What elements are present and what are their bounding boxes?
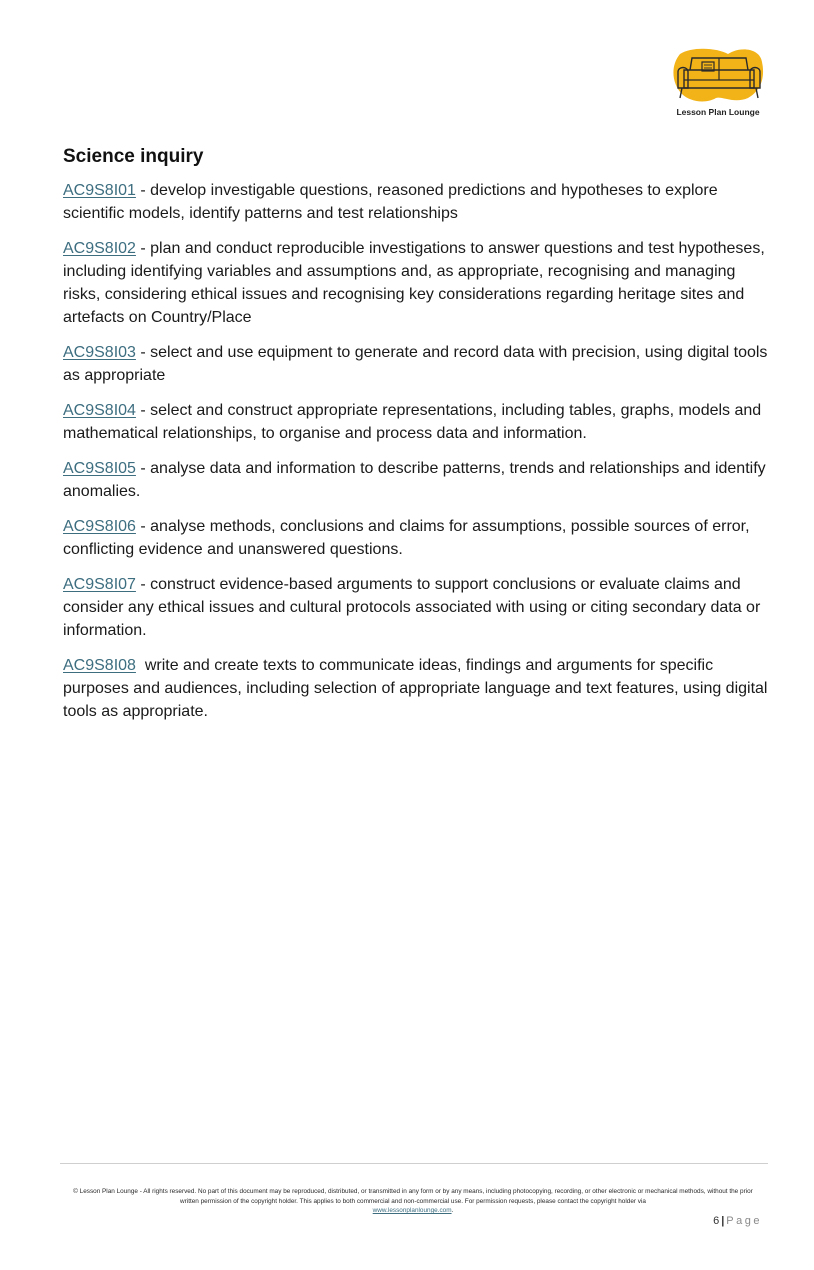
section-title: Science inquiry	[63, 146, 204, 167]
curriculum-description: - analyse methods, conclusions and claims for assumptions, possible sources of error, conflicting evidence and unanswered questions.	[63, 518, 750, 558]
curriculum-item	[63, 179, 768, 225]
main-content	[63, 146, 772, 735]
curriculum-description: - analyse data and information to describe patterns, trends and relationships and identify anomalies.	[63, 460, 766, 500]
sofa-icon	[670, 44, 766, 106]
page-separator: |	[721, 1215, 725, 1227]
curriculum-item	[63, 515, 768, 561]
footer-copyright	[63, 1187, 763, 1216]
curriculum-description: write and create texts to communicate ideas, findings and arguments for specific purposes and audiences, including selection of appropriate language and text features, using digital tools as appropriate.	[63, 657, 772, 720]
website-link[interactable]: www.lessonplanlounge.com	[372, 1207, 452, 1215]
curriculum-code-link[interactable]: AC9S8I03	[63, 344, 136, 361]
curriculum-code-link[interactable]: AC9S8I05	[63, 460, 136, 477]
curriculum-code-link[interactable]: AC9S8I01	[63, 182, 136, 199]
lesson-plan-lounge-logo	[666, 44, 770, 126]
link-suffix: .	[451, 1207, 454, 1215]
curriculum-code-link[interactable]: AC9S8I04	[63, 402, 136, 419]
curriculum-item	[63, 399, 768, 445]
curriculum-code-link[interactable]: AC9S8I08	[63, 657, 136, 674]
curriculum-item	[63, 341, 768, 387]
page-number-value: 6	[713, 1215, 720, 1227]
footer-divider	[60, 1163, 768, 1164]
page-label: Page	[726, 1215, 762, 1227]
curriculum-item	[63, 237, 768, 329]
curriculum-description: - select and use equipment to generate and record data with precision, using digital tools as appropriate	[63, 344, 768, 384]
curriculum-description: - plan and conduct reproducible investigations to answer questions and test hypotheses, including identifying variables and assumptions and, as appropriate, recognising and managing risks, considering ethical issues and recognising key considerations regarding heritage sites and artefacts on Country/Place	[63, 240, 765, 326]
curriculum-code-link[interactable]: AC9S8I02	[63, 240, 136, 257]
logo-text: Lesson Plan Lounge	[676, 107, 760, 117]
curriculum-item	[63, 457, 768, 503]
curriculum-code-link[interactable]: AC9S8I06	[63, 518, 136, 535]
curriculum-description: - construct evidence-based arguments to support conclusions or evaluate claims and consider any ethical issues and cultural protocols associated with using or citing secondary data or information.	[63, 576, 761, 639]
curriculum-code-link[interactable]: AC9S8I07	[63, 576, 136, 593]
curriculum-description: - select and construct appropriate representations, including tables, graphs, models and mathematical relationships, to organise and process data and information.	[63, 402, 762, 442]
curriculum-item	[63, 573, 768, 642]
page-number	[640, 1215, 762, 1227]
copyright-text: © Lesson Plan Lounge - All rights reserved. No part of this document may be reproduced, distributed, or transmitted in any form or by any means, including photocopying, recording, or other electronic or mechanical methods, without the prior written permission of the copyright holder. This applies to both commercial and non-commercial use. For permission requests, please contact the copyright holder via	[73, 1188, 753, 1205]
curriculum-description: - develop investigable questions, reasoned predictions and hypotheses to explore scientific models, identify patterns and test relationships	[63, 182, 718, 222]
curriculum-item	[63, 654, 772, 723]
